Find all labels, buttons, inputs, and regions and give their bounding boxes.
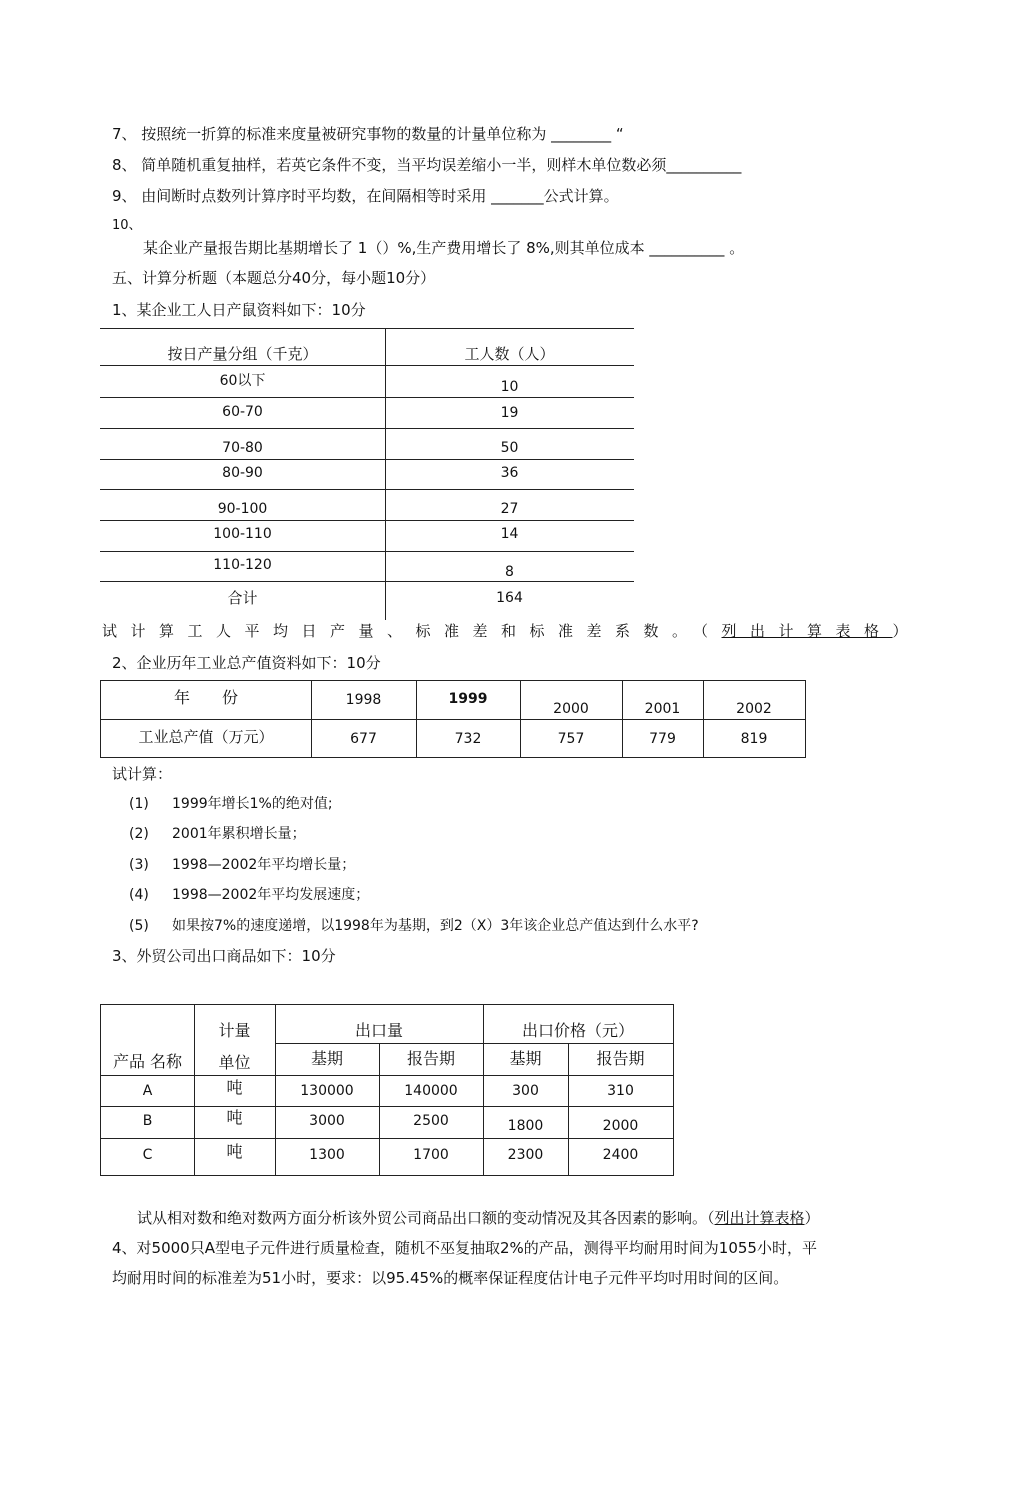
question-10-number: 10、 — [112, 218, 142, 233]
table-header: 报告期 — [596, 1049, 645, 1068]
table-header: 基期 — [310, 1049, 343, 1068]
table-cell: A — [142, 1083, 153, 1099]
item-number: (3) — [129, 857, 149, 873]
table-cell: B — [142, 1113, 153, 1129]
table-cell: 677 — [350, 731, 377, 747]
problem-4-line-1: 4、对5000只A型电子元件进行质量检查，随机不巫复抽取2%的产品，测得平均耐用时间为1055小时，平 — [112, 1239, 817, 1257]
table-cell: 779 — [649, 731, 676, 747]
table-cell: C — [142, 1147, 153, 1163]
problem-1-title: 1、某企业工人日产鼠资料如下：10分 — [112, 301, 366, 319]
item-number: (4) — [129, 887, 149, 903]
table-header: 报告期 — [406, 1049, 455, 1068]
table-cell: 吨 — [226, 1108, 243, 1127]
table-cell: 757 — [557, 731, 585, 747]
table-cell-total: 合计 — [227, 589, 258, 607]
table-cell: 60以下 — [219, 373, 266, 389]
section-title: 五、计算分析题（本题总分40分，每小题10分） — [112, 269, 436, 287]
problem-3-title: 3、外贸公司出口商品如下：10分 — [112, 947, 336, 965]
problem-3-instruction — [137, 1208, 820, 1228]
table-cell: 2400 — [602, 1147, 639, 1163]
item-number: (2) — [129, 826, 149, 842]
table-header: 按日产量分组（千克） — [167, 345, 318, 363]
export-table — [100, 1004, 674, 1176]
table-header: 出口量 — [354, 1021, 403, 1040]
table-cell: 60-70 — [222, 404, 263, 420]
table-cell: 2500 — [413, 1113, 449, 1129]
question-7: 7、 按照统一折算的标准来度量被研究事物的数量的计量单位称为 ________ “ — [112, 125, 624, 143]
table-cell: 1700 — [413, 1147, 449, 1163]
table-cell: 2001 — [644, 701, 681, 717]
table-cell: 1999 — [448, 691, 488, 707]
table-header: 计量 — [218, 1021, 251, 1040]
table-cell: 50 — [500, 440, 519, 456]
item-number: (1) — [129, 796, 149, 812]
table-cell: 819 — [740, 731, 768, 747]
question-9: 9、 由间断时点数列计算序时平均数，在间隔相等时采用 _______公式计算。 — [112, 187, 619, 205]
problem-2-title: 2、企业历年工业总产值资料如下：10分 — [112, 654, 381, 672]
table-header: 出口价格（元） — [521, 1021, 634, 1040]
table-cell: 2002 — [736, 701, 772, 717]
table-cell: 27 — [500, 501, 519, 517]
table-cell: 2000 — [553, 701, 589, 717]
table-header: 基期 — [509, 1049, 542, 1068]
table-cell: 90-100 — [217, 501, 268, 517]
item-text: 1998—2002年平均发展速度； — [172, 887, 370, 903]
table-cell: 吨 — [226, 1142, 243, 1161]
item-text: 如果按7%的速度递增，以1998年为基期，到2（X）3年该企业总产值达到什么水平? — [172, 918, 699, 934]
output-table — [100, 680, 806, 758]
question-8: 8、 简单随机重复抽样，若英它条件不变，当平均误差缩小一半，则样木单位数必须__________ — [112, 156, 742, 174]
table-cell: 吨 — [226, 1078, 243, 1097]
table-cell: 1800 — [507, 1118, 544, 1134]
table-cell: 2300 — [507, 1147, 544, 1163]
table-cell: 300 — [512, 1083, 539, 1099]
table-cell: 3000 — [309, 1113, 345, 1129]
problem-1-instruction — [102, 621, 921, 641]
table-cell: 140000 — [404, 1083, 458, 1099]
table-cell: 80-90 — [222, 465, 263, 481]
instruction-close: ） — [892, 622, 922, 640]
instruction-link: 列出计算表格 — [721, 622, 893, 640]
table-cell: 14 — [500, 526, 519, 542]
table-cell: 36 — [500, 465, 519, 481]
table-cell: 110-120 — [213, 557, 272, 573]
table-cell: 19 — [500, 405, 519, 421]
table-cell: 1998 — [345, 692, 382, 708]
problem-4-line-2: 均耐用时间的标准差为51小时，要求：以95.45%的概率保证程度估计电子元件平均吋用时间的区间。 — [112, 1269, 789, 1287]
item-text: 1999年增长1%的绝对值; — [172, 796, 333, 812]
table-header: 单位 — [218, 1053, 251, 1072]
production-table — [100, 328, 634, 620]
table-header: 产品 名称 — [112, 1052, 183, 1071]
table-cell: 10 — [500, 379, 519, 395]
table-cell: 100-110 — [213, 526, 272, 542]
table-cell-total: 164 — [496, 590, 523, 606]
table-cell: 1300 — [309, 1147, 345, 1163]
instruction-text: 试从相对数和绝对数两方面分析该外贸公司商品出口额的变动情况及其各因素的影响。（ — [137, 1209, 715, 1227]
table-cell: 2000 — [602, 1118, 639, 1134]
table-cell: 70-80 — [222, 440, 263, 456]
item-text: 1998—2002年平均增长量； — [172, 857, 356, 873]
table-cell: 130000 — [300, 1083, 354, 1099]
instruction-link: 列出计算表格 — [714, 1209, 805, 1227]
table-cell: 732 — [454, 731, 482, 747]
item-number: (5) — [129, 918, 149, 934]
question-10-text: 某企业产量报告期比基期增长了 1（）%,生产费用增长了 8%,则其单位成本 __________ 。 — [143, 239, 745, 257]
table-header: 工业总产值（万元） — [138, 728, 274, 746]
problem-2-ask: 试计算： — [112, 765, 173, 783]
table-cell: 8 — [505, 564, 514, 580]
table-cell: 310 — [607, 1083, 634, 1099]
table-header: 年 份 — [173, 688, 238, 707]
instruction-text: 试计算工人平均日产量、标准差和标准差系数。（ — [102, 622, 722, 640]
item-text: 2001年累积增长量； — [172, 826, 306, 842]
instruction-close: ） — [804, 1209, 820, 1227]
table-header: 工人数（人） — [464, 345, 555, 363]
